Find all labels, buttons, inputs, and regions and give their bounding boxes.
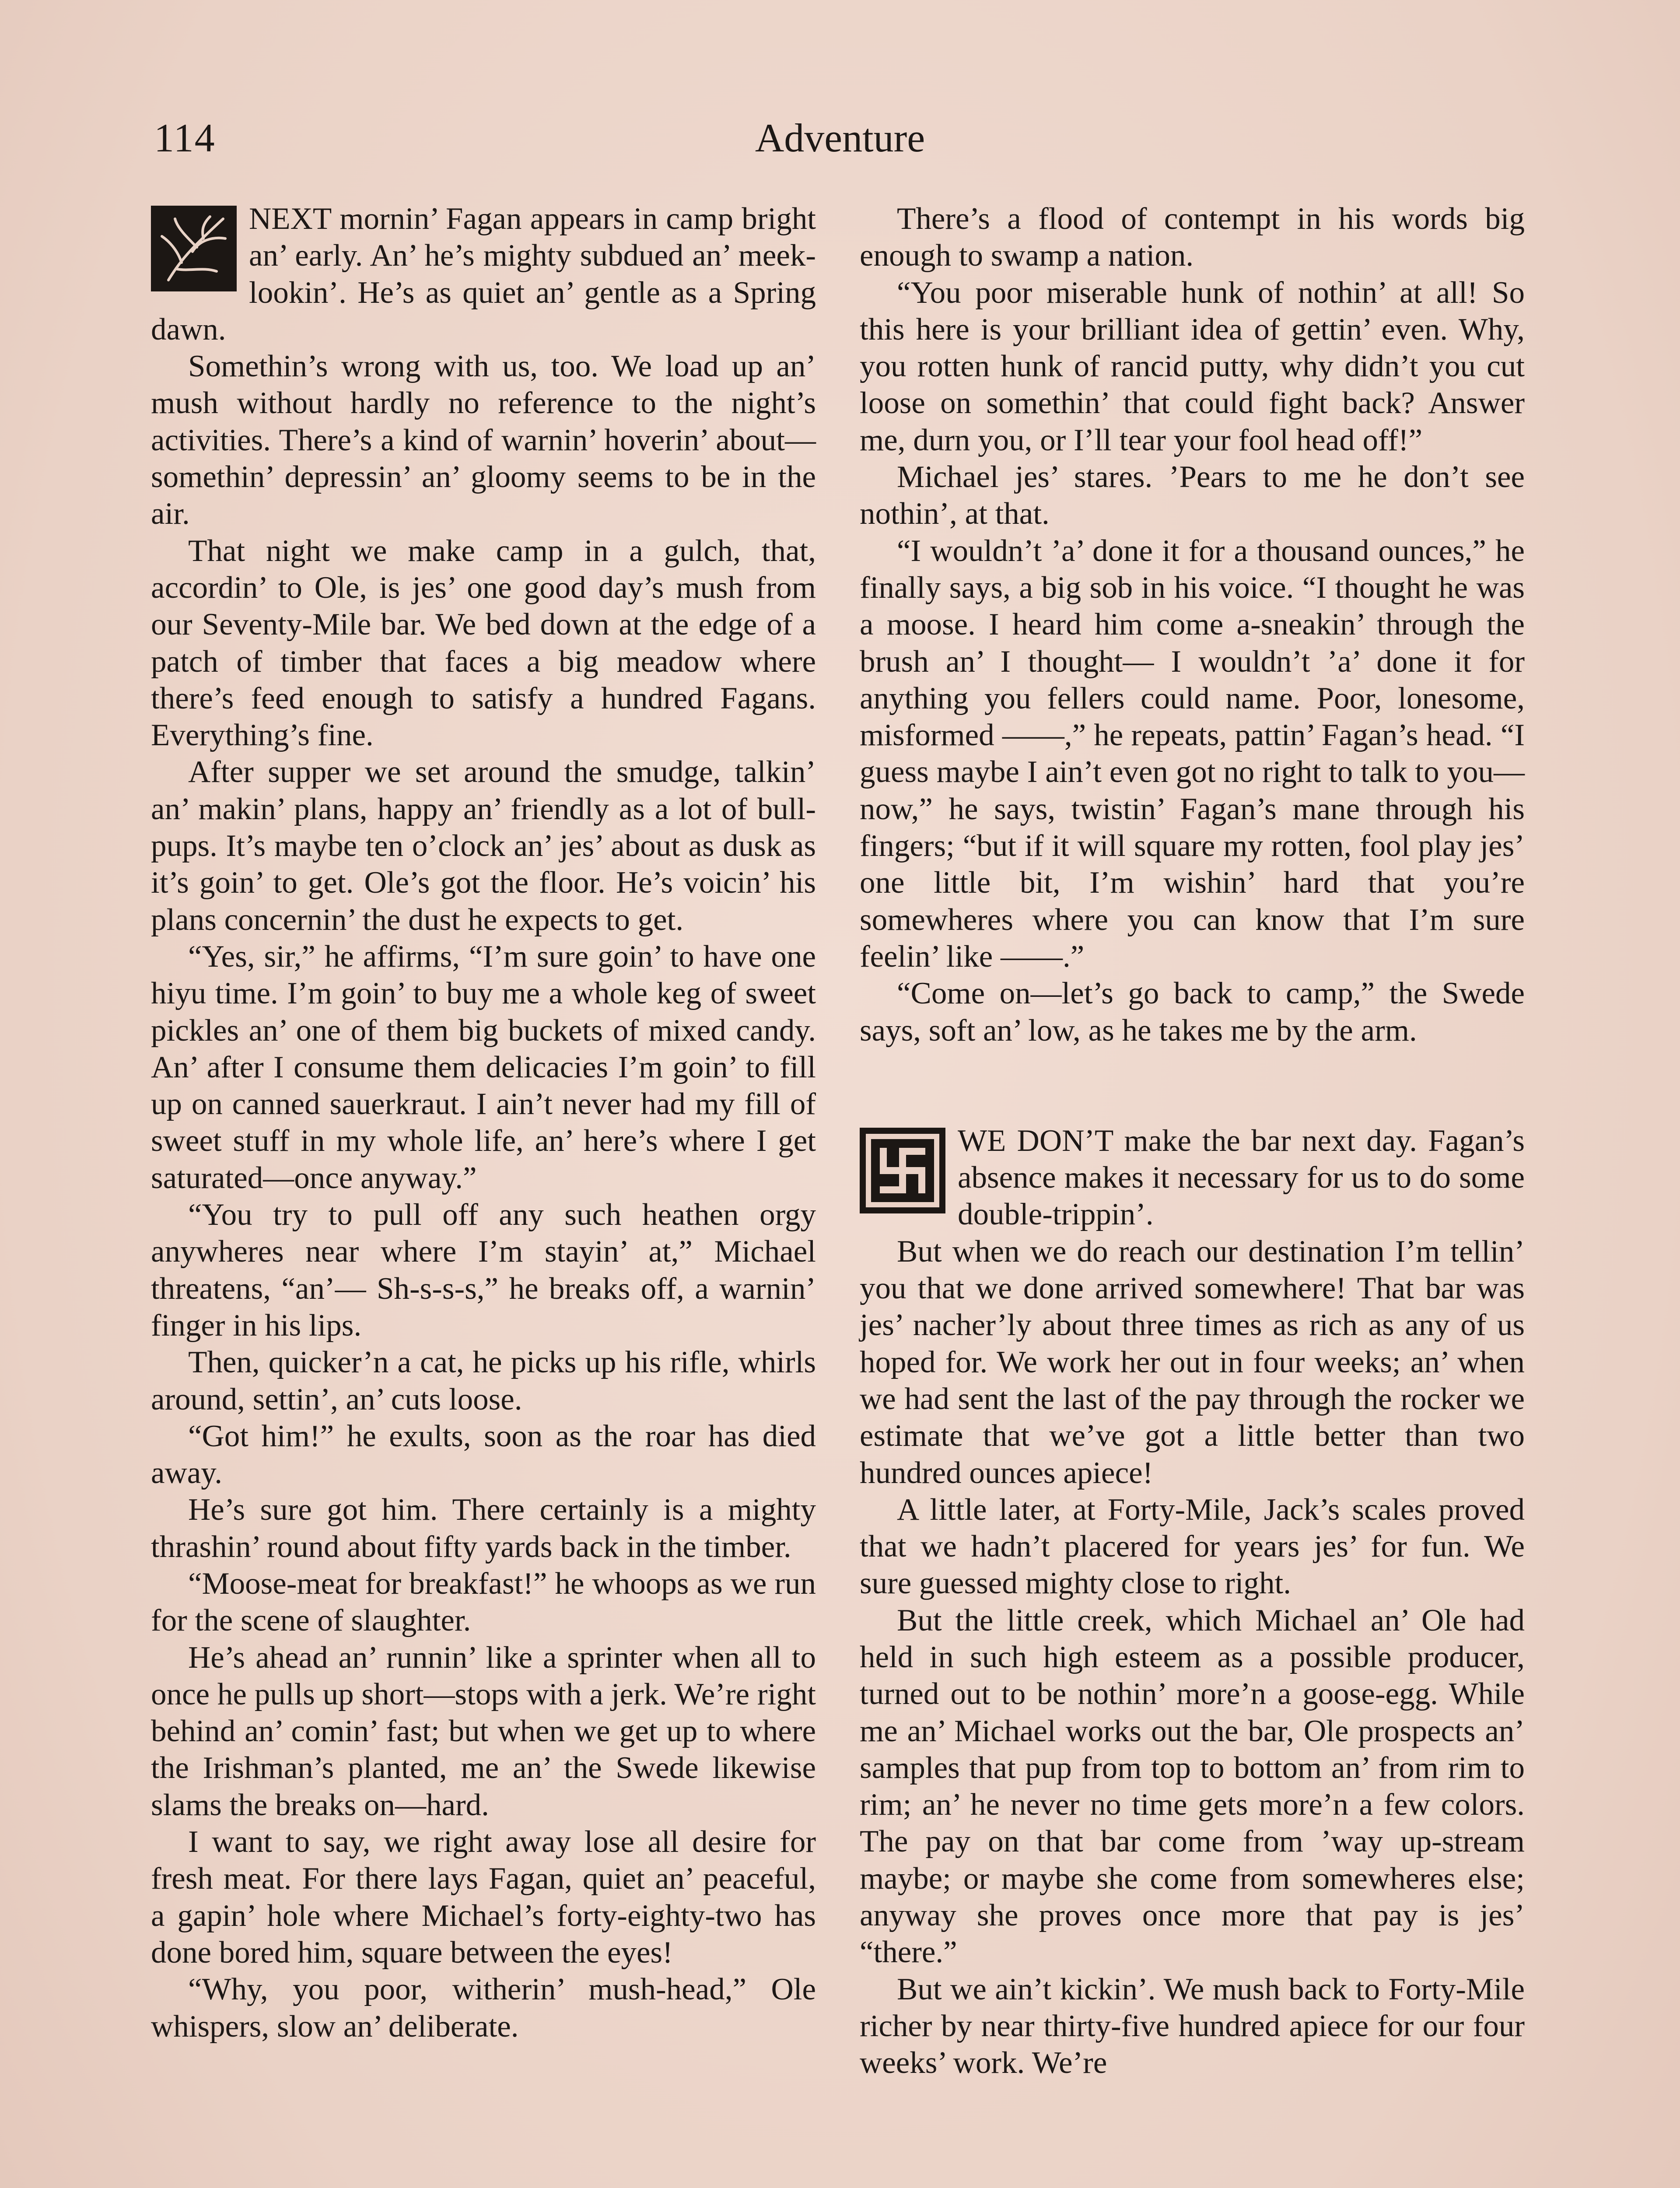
paragraph: NEXT mornin’ Fagan appears in camp bright an’ early. An’ he’s mighty subdued an’ meek-lookin’. He’s as quiet an’ gentle as a Spring dawn. (151, 202, 816, 347)
running-head: Adventure (755, 116, 925, 160)
paragraph: “You poor miserable hunk of nothin’ at all! So this here is your brilliant idea of gettin’ even. Why, you rotten hunk of rancid putty, why didn’t you cut loose on somethin’ that could fight back? Answer me, durn you, or I’ll tear your fool head off!” (860, 275, 1525, 457)
paragraph: After supper we set around the smudge, talkin’ an’ makin’ plans, happy an’ friendly as a lot of bull-pups. It’s maybe ten o’clock an’ jes’ about as dusk as it’s goin’ to get. Ole’s got the floor. He’s voicin’ his plans concernin’ the dust he expects to get. (151, 755, 816, 937)
paragraph: Michael jes’ stares. ’Pears to me he don’t see nothin’, at that. (860, 460, 1525, 531)
paragraph: I want to say, we right away lose all desire for fresh meat. For there lays Fagan, quiet an’ peaceful, a gapin’ hole where Michael’s forty-eighty-two has done bored him, square between the eyes! (151, 1825, 816, 1970)
paragraph: “Got him!” he exults, soon as the roar has died away. (151, 1419, 816, 1490)
paragraph: That night we make camp in a gulch, that, accordin’ to Ole, is jes’ one good day’s mush from our Seventy-Mile bar. We bed down at the edge of a patch of timber that faces a big meadow where there’s feed enough to satisfy a hundred Fagans. Everything’s fine. (151, 533, 816, 753)
paragraph: But when we do reach our destination I’m tellin’ you that we done arrived somewhere! That bar was jes’ nacher’ly about three times as rich as any of us hoped for. We work her out in four weeks; an’ when we had sent the last of the pay through the rocker we estimate that we’ve got a little better than two hundred ounces apiece! (860, 1234, 1525, 1490)
page-number: 114 (154, 116, 216, 160)
paragraph: “Come on—let’s go back to camp,” the Swede says, soft an’ low, as he takes me by the arm. (860, 976, 1525, 1048)
paragraph: There’s a flood of contempt in his words big enough to swamp a nation. (860, 202, 1525, 273)
paragraph: He’s ahead an’ runnin’ like a sprinter when all to once he pulls up short—stops with a jerk. We’re right behind an’ comin’ fast; but when we get up to where the Irishman’s planted, me an’ the Swede likewise slams the breaks on—hard. (151, 1640, 816, 1822)
right-column (860, 200, 1525, 2082)
paragraph: Somethin’s wrong with us, too. We load up an’ mush without hardly no reference to the night’s activities. There’s a kind of warnin’ hoverin’ about—somethin’ depressin’ an’ gloomy seems to be in the air. (151, 349, 816, 531)
paragraph: “Moose-meat for breakfast!” he whoops as we run for the scene of slaughter. (151, 1566, 816, 1638)
paragraph: But the little creek, which Michael an’ Ole had held in such high esteem as a possible producer, turned out to be nothin’ more’n a goose-egg. While me an’ Michael works out the bar, Ole prospects an’ samples that pup from top to bottom an’ from rim to rim; an’ he never no time gets more’n a few colors. The pay on that bar come from ’way up-stream maybe; or maybe she come from somewheres else; anyway she proves once more that pay is jes’ “there.” (860, 1603, 1525, 1970)
paragraph: But we ain’t kickin’. We mush back to Forty-Mile richer by near thirty-five hundred apiece for our four weeks’ work. We’re (860, 1972, 1525, 2080)
section-break (860, 1122, 1525, 2082)
paragraph: “Why, you poor, witherin’ mush-head,” Ole whispers, slow an’ deliberate. (151, 1972, 816, 2044)
paragraph: “You try to pull off any such heathen orgy anywheres near where I’m stayin’ at,” Michael threatens, “an’— Sh-s-s-s,” he breaks off, a warnin’ finger in his lips. (151, 1198, 816, 1343)
paragraph: “I wouldn’t ’a’ done it for a thousand ounces,” he finally says, a big sob in his voice. “I thought he was a moose. I heard him come a-sneakin’ through the brush an’ I thought— I wouldn’t ’a’ done it for anything you fellers could name. Poor, lonesome, misformed ——,” he repeats, pattin’ Fagan’s head. “I guess maybe I ain’t even got no right to talk to you—now,” he says, twistin’ Fagan’s mane through his fingers; “but if it will square my rotten, fool play jes’ one little bit, I’m wishin’ hard that you’re somewheres where you can know that I’m sure feelin’ like ——.” (860, 533, 1525, 974)
page-header (154, 115, 1526, 167)
paragraph: He’s sure got him. There certainly is a mighty thrashin’ round about fifty yards back in the timber. (151, 1493, 816, 1564)
swastika-ornament-icon (860, 1128, 945, 1213)
paragraph: Then, quicker’n a cat, he picks up his rifle, whirls around, settin’, an’ cuts loose. (151, 1345, 816, 1417)
dropcap-ornament-icon (151, 206, 237, 291)
paragraph: A little later, at Forty-Mile, Jack’s scales proved that we hadn’t placered for years jes’ for fun. We sure guessed mighty close to right. (860, 1492, 1525, 1601)
paragraph: “Yes, sir,” he affirms, “I’m sure goin’ to have one hiyu time. I’m goin’ to buy me a whole keg of sweet pickles an’ one of them big buckets of mixed candy. An’ after I consume them delicacies I’m goin’ to fill up on canned sauerkraut. I ain’t never had my fill of sweet stuff in my whole life, an’ here’s where I get saturated—once anyway.” (151, 939, 816, 1195)
paragraph: WE DON’T make the bar next day. Fagan’s absence makes it necessary for us to do some double-trippin’. (958, 1123, 1525, 1232)
left-column (151, 200, 816, 2045)
